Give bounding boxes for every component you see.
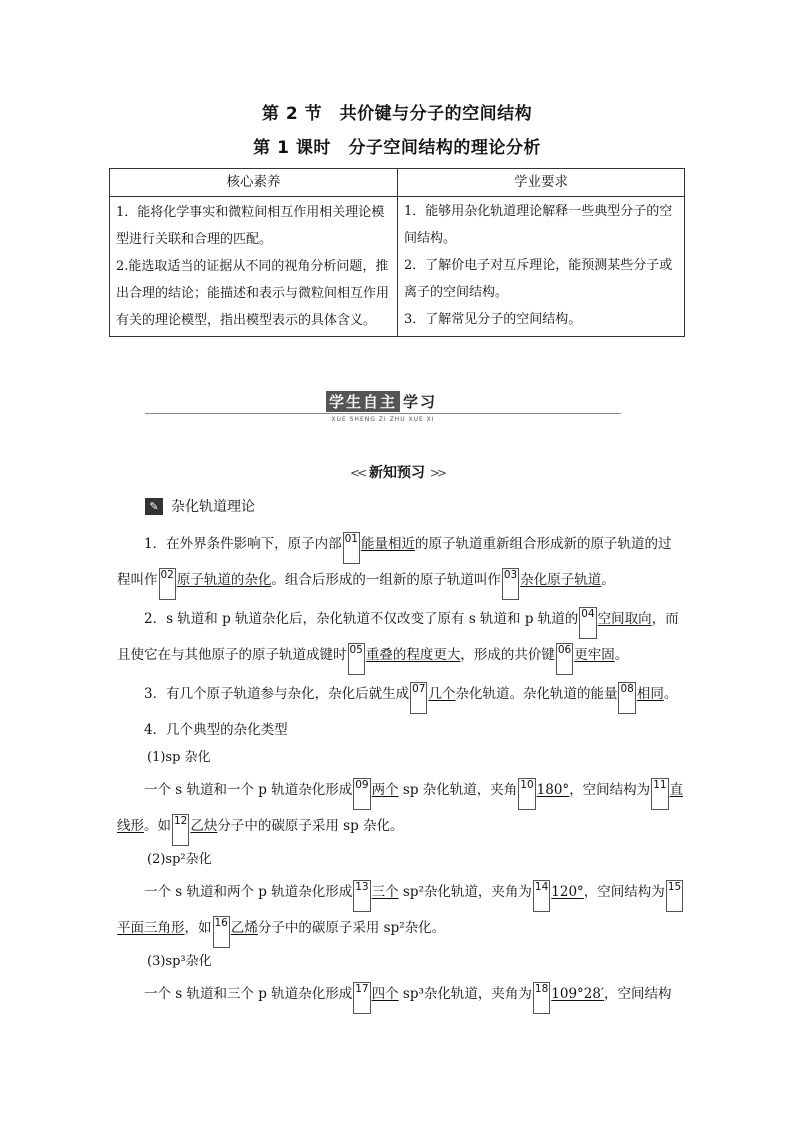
sp2-heading: (2)sp²杂化 xyxy=(147,852,212,867)
sp2-line-1: 一个 s 轨道和两个 p 轨道杂化形成 13 三个 sp²杂化轨道，夹角为 14 120°，空间结构为 15 xyxy=(117,880,684,912)
blank-number: 18 xyxy=(533,982,550,1014)
self-study-banner xyxy=(145,387,621,423)
answer-text: 平面三角形 xyxy=(117,920,185,936)
answer-text: 原子轨道的杂化 xyxy=(176,572,272,588)
blank-number: 15 xyxy=(666,880,683,912)
banner-dark-text: 学生自主 xyxy=(326,391,400,412)
banner-light-text: 学习 xyxy=(403,392,438,411)
answer-text: 能量相近 xyxy=(360,536,415,552)
lesson-title: 第 1 课时 分子空间结构的理论分析 xyxy=(253,138,541,158)
core-literacy-item: 2.能选取适当的证据从不同的视角分析问题，推出合理的结论；能描述和表示与微粒间相互作用有关的理论模型，指出模型表示的具体含义。 xyxy=(116,259,390,328)
blank-number: 10 xyxy=(518,778,535,810)
answer-text: 四个 xyxy=(371,986,399,1002)
sp-heading: (1)sp 杂化 xyxy=(147,750,211,765)
banner-rule xyxy=(145,413,621,414)
requirement-item: 3．了解常见分子的空间结构。 xyxy=(404,312,582,327)
blank-number: 16 xyxy=(213,916,230,948)
paragraph-2-line-1: 2．s 轨道和 p 轨道杂化后，杂化轨道不仅改变了原有 s 轨道和 p 轨道的 04 空间取向，而 xyxy=(117,607,679,639)
answer-text: 几个 xyxy=(428,686,456,702)
objectives-table xyxy=(109,168,685,337)
answer-text: 杂化原子轨道 xyxy=(520,572,602,588)
answer-text: 两个 xyxy=(371,782,399,798)
paragraph-3: 3．有几个原子轨道参与杂化，杂化后就生成 07 几个杂化轨道。杂化轨道的能量 08 相同。 xyxy=(117,682,677,714)
blank-number: 11 xyxy=(651,778,668,810)
blank-number: 07 xyxy=(410,682,427,714)
section-heading xyxy=(145,496,255,516)
paragraph-1-line-1: 1．在外界条件影响下，原子内部 01 能量相近的原子轨道重新组合形成新的原子轨道的过 xyxy=(117,532,671,564)
blank-number: 08 xyxy=(618,682,635,714)
answer-text: 乙炔 xyxy=(190,818,218,834)
blank-number: 09 xyxy=(353,778,370,810)
paragraph-2-line-2: 且使它在与其他原子的原子轨道成键时 05 重叠的程度更大，形成的共价键 06 更牢固。 xyxy=(117,643,628,675)
blank-number: 03 xyxy=(502,568,519,600)
sp3-heading: (3)sp³杂化 xyxy=(147,954,212,969)
blank-number: 04 xyxy=(579,607,596,639)
answer-text: 120° xyxy=(551,884,584,900)
right-chevron-icon: >> xyxy=(429,466,444,480)
blank-number: 13 xyxy=(353,880,370,912)
sp-line-1: 一个 s 轨道和一个 p 轨道杂化形成 09 两个 sp 杂化轨道，夹角 10 180°，空间结构为 11 直 xyxy=(117,778,683,810)
answer-text: 更牢固 xyxy=(574,647,615,663)
answer-text: 109°28′ xyxy=(551,986,605,1002)
core-literacy-item: 1．能将化学事实和微粒间相互作用相关理论模型进行关联和合理的匹配。 xyxy=(116,205,385,247)
requirement-item: 1．能够用杂化轨道理论解释一些典型分子的空间结构。 xyxy=(404,204,673,246)
answer-text: 相同 xyxy=(636,686,664,702)
core-literacy-cell xyxy=(110,197,398,337)
blank-number: 05 xyxy=(348,643,365,675)
answer-text: 三个 xyxy=(371,884,399,900)
section-heading-title: 杂化轨道理论 xyxy=(171,499,255,515)
sp2-line-2: 平面三角形，如 16 乙烯分子中的碳原子采用 sp²杂化。 xyxy=(117,916,445,948)
paragraph-1-line-2: 程叫作 02 原子轨道的杂化。组合后形成的一组新的原子轨道叫作 03 杂化原子轨道。 xyxy=(117,568,615,600)
answer-text: 空间取向 xyxy=(597,611,652,627)
blank-number: 01 xyxy=(343,532,360,564)
paragraph-4: 4．几个典型的杂化类型 xyxy=(144,722,288,738)
preview-subheading xyxy=(0,462,794,482)
left-chevron-icon: << xyxy=(350,466,365,480)
blank-number: 17 xyxy=(353,982,370,1014)
blank-number: 06 xyxy=(556,643,573,675)
requirement-item: 2．了解价电子对互斥理论，能预测某些分子或离子的空间结构。 xyxy=(404,258,673,300)
requirements-cell xyxy=(398,197,685,337)
banner-badge xyxy=(326,390,437,412)
subheading-label: 新知预习 xyxy=(369,465,425,481)
answer-text: 重叠的程度更大 xyxy=(365,647,461,663)
answer-text: 180° xyxy=(536,782,570,798)
sp3-line-1: 一个 s 轨道和三个 p 轨道杂化形成 17 四个 sp³杂化轨道，夹角为 18 109°28′，空间结构 xyxy=(117,982,672,1014)
pencil-icon: ✎ xyxy=(145,498,163,515)
answer-text: 线形 xyxy=(117,818,144,834)
sp-line-2: 线形。如 12 乙炔分子中的碳原子采用 sp 杂化。 xyxy=(117,814,404,846)
blank-number: 14 xyxy=(533,880,550,912)
blank-number: 02 xyxy=(159,568,176,600)
table-header-core-literacy: 核心素养 xyxy=(110,169,398,197)
answer-text: 直 xyxy=(669,782,684,798)
blank-number: 12 xyxy=(172,814,189,846)
section-title: 第 2 节 共价键与分子的空间结构 xyxy=(261,104,533,124)
answer-text: 乙烯 xyxy=(230,920,258,936)
table-header-requirements: 学业要求 xyxy=(398,169,685,197)
banner-pinyin: XUE SHENG ZI ZHU XUE XI xyxy=(331,416,435,423)
